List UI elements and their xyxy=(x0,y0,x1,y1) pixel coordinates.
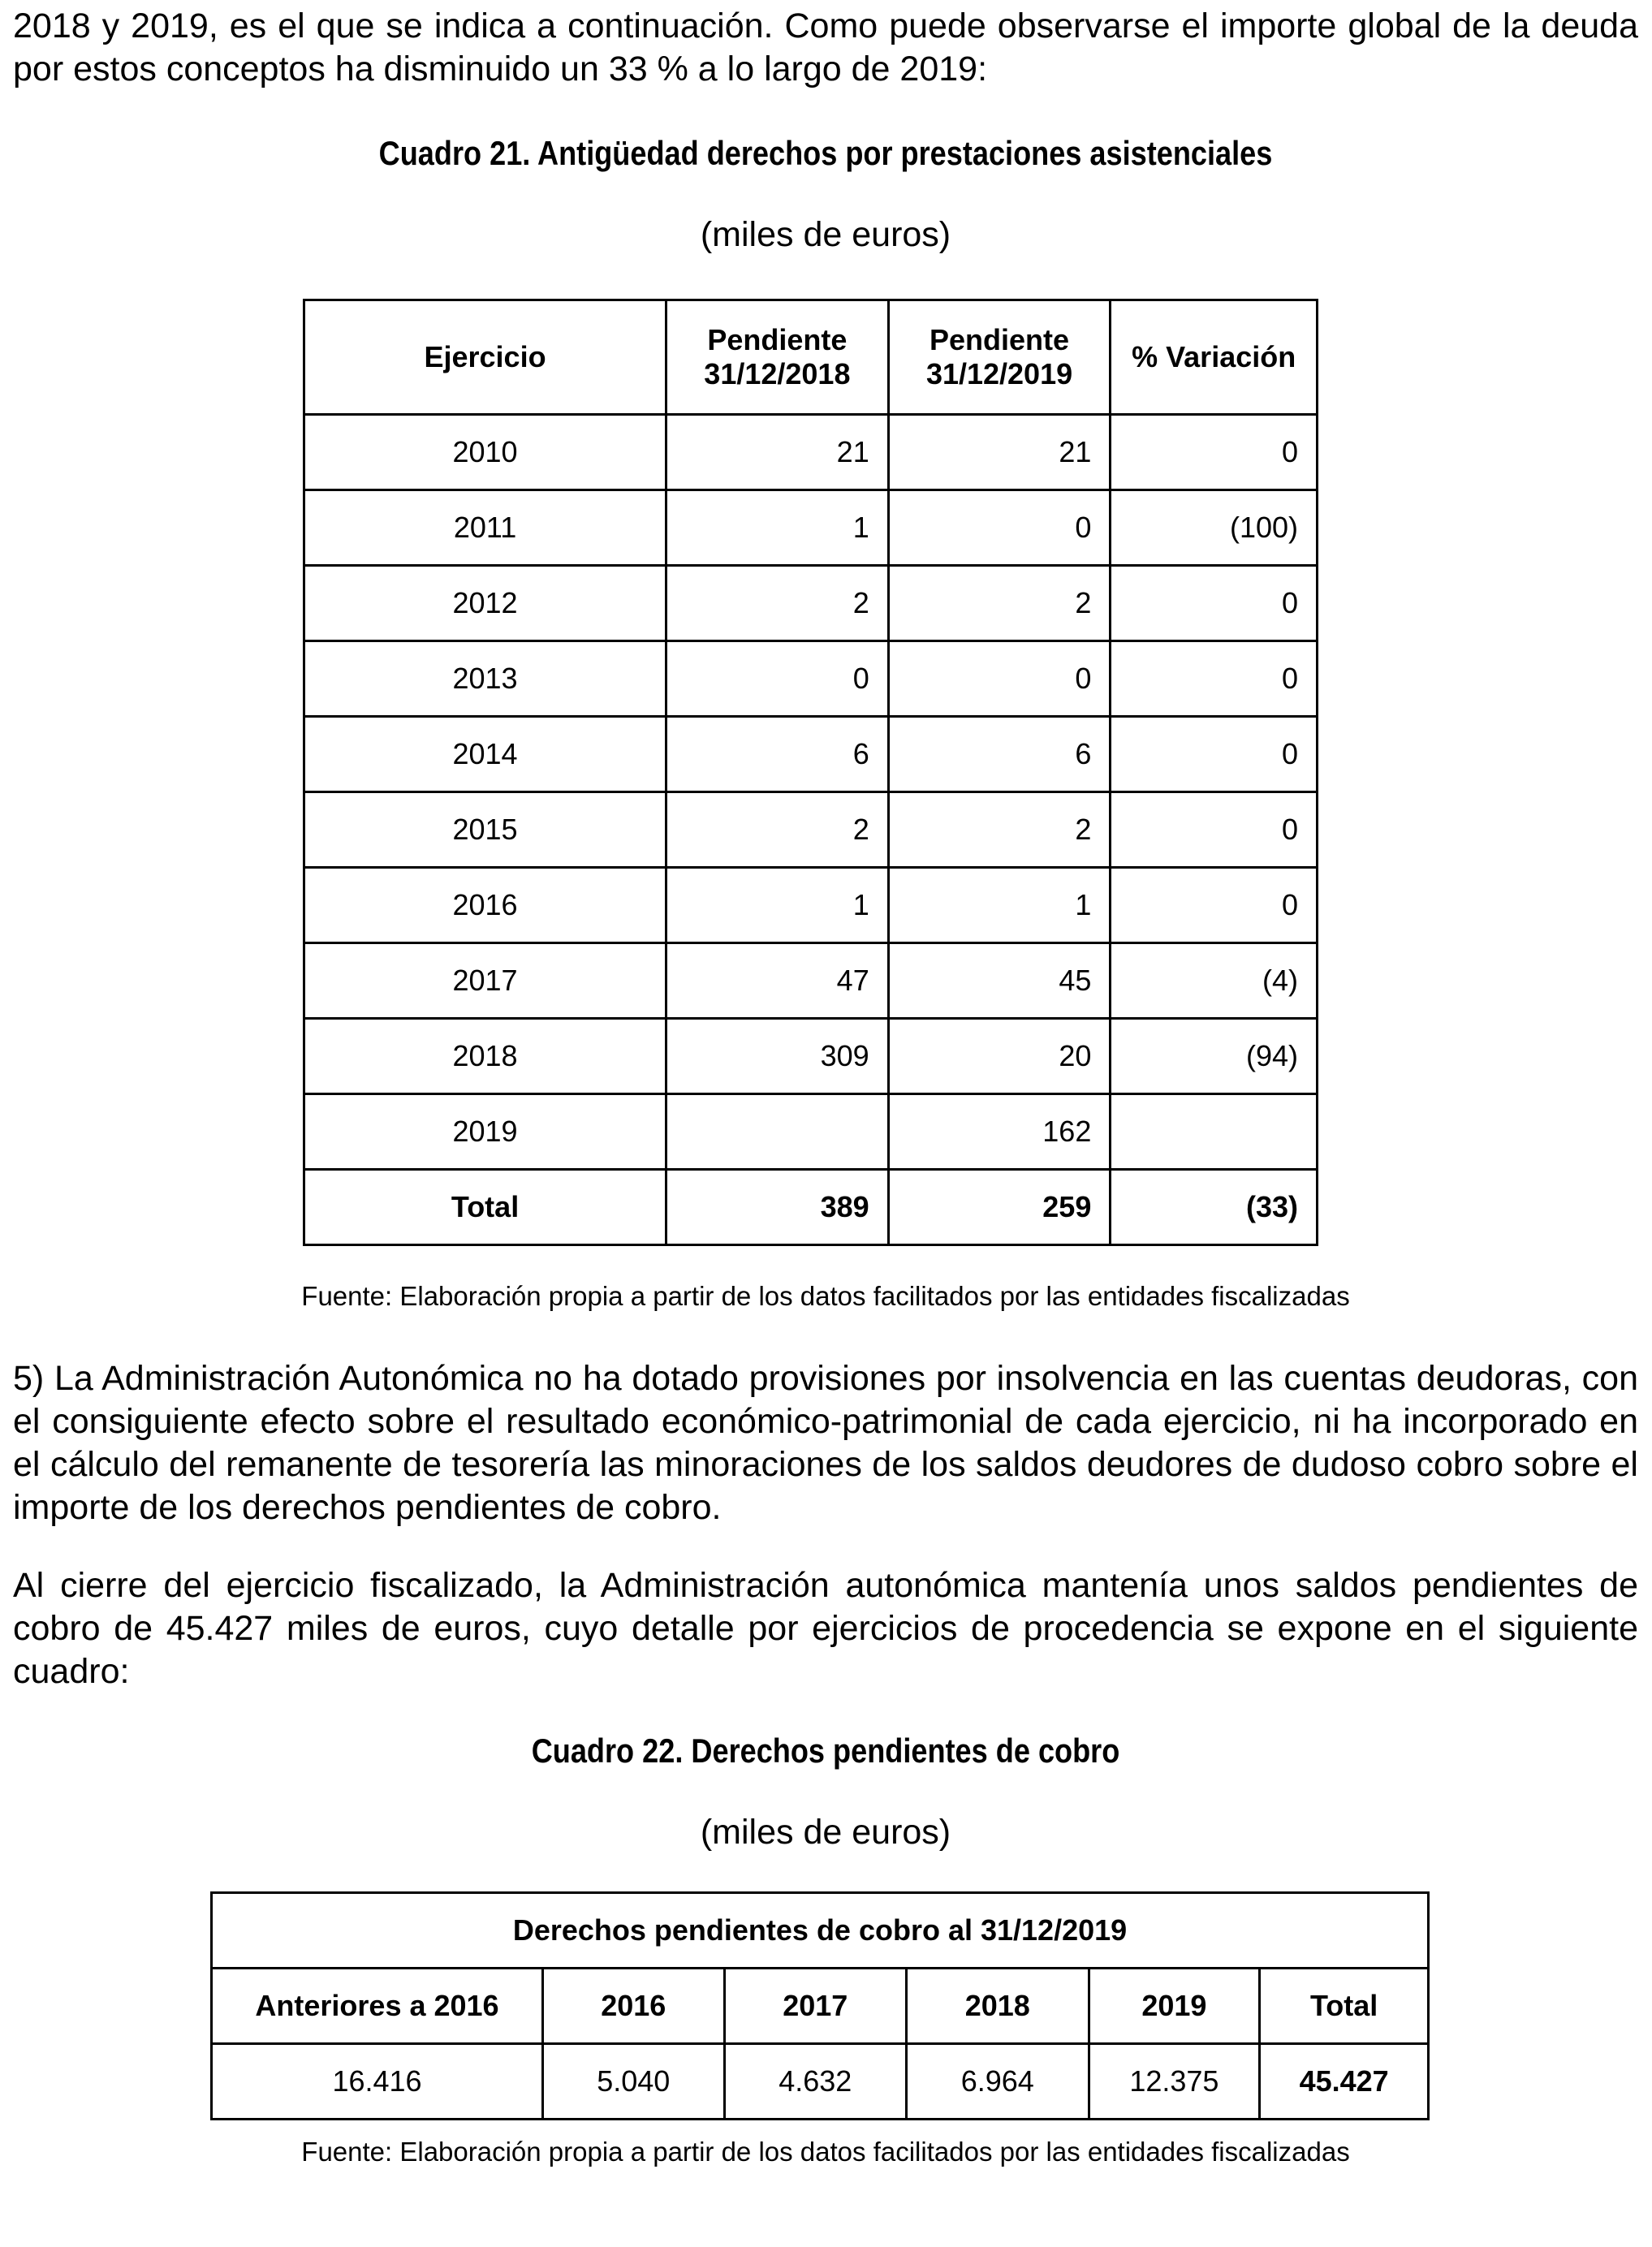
cell-p2019: 162 xyxy=(888,1094,1111,1170)
table-row xyxy=(304,566,1318,641)
cell-p2018: 1 xyxy=(666,868,889,943)
cell-p2019: 2 xyxy=(888,792,1111,868)
table-row xyxy=(304,717,1318,792)
cell-p2019: 0 xyxy=(888,641,1111,717)
table22-group-header-row xyxy=(212,1893,1429,1969)
cell-year: 2014 xyxy=(304,717,666,792)
table22-header-2016: 2016 xyxy=(543,1969,725,2044)
cell-p2018: 6 xyxy=(666,717,889,792)
cell-var: (100) xyxy=(1111,490,1318,566)
table22 xyxy=(210,1891,1430,2120)
table-row xyxy=(304,415,1318,490)
cell-p2019: 2 xyxy=(888,566,1111,641)
cell-year: 2011 xyxy=(304,490,666,566)
table-row xyxy=(304,868,1318,943)
table22-header-2019: 2019 xyxy=(1089,1969,1260,2044)
cell-year: 2010 xyxy=(304,415,666,490)
table21-header-pend2019: Pendiente 31/12/2019 xyxy=(888,300,1111,415)
table22-values-row xyxy=(212,2044,1429,2120)
cell-var: (4) xyxy=(1111,943,1318,1019)
cell-p2019: 20 xyxy=(888,1019,1111,1094)
table21-title: Cuadro 21. Antigüedad derechos por prestaciones asistenciales xyxy=(378,134,1273,172)
cell-p2018: 2 xyxy=(666,792,889,868)
value-2018: 6.964 xyxy=(907,2044,1089,2120)
table22-header-row xyxy=(212,1969,1429,2044)
cell-year: 2012 xyxy=(304,566,666,641)
table22-source: Fuente: Elaboración propia a partir de los datos facilitados por las entidades fiscalizadas xyxy=(301,2137,1350,2167)
cell-p2019: 45 xyxy=(888,943,1111,1019)
value-2019: 12.375 xyxy=(1089,2044,1260,2120)
cell-p2019: 1 xyxy=(888,868,1111,943)
intro-paragraph: 2018 y 2019, es el que se indica a continuación. Como puede observarse el importe global de la deuda por estos conceptos ha disminuido un 33 % a lo largo de 2019: xyxy=(13,6,1638,88)
table21 xyxy=(303,299,1318,1246)
cell-p2019: 21 xyxy=(888,415,1111,490)
table21-units: (miles de euros) xyxy=(700,215,951,254)
cell-year: 2013 xyxy=(304,641,666,717)
value-2016: 5.040 xyxy=(543,2044,725,2120)
cell-year: 2019 xyxy=(304,1094,666,1170)
table-row xyxy=(304,943,1318,1019)
cell-var: 0 xyxy=(1111,566,1318,641)
table22-units: (miles de euros) xyxy=(700,1813,951,1852)
total-p2019: 259 xyxy=(888,1170,1111,1245)
table22-header-anteriores: Anteriores a 2016 xyxy=(212,1969,543,2044)
cell-p2019: 6 xyxy=(888,717,1111,792)
cell-year: 2018 xyxy=(304,1019,666,1094)
table21-source: Fuente: Elaboración propia a partir de los datos facilitados por las entidades fiscalizadas xyxy=(301,1281,1350,1311)
cell-p2018: 1 xyxy=(666,490,889,566)
table21-header-pend2018: Pendiente 31/12/2018 xyxy=(666,300,889,415)
table21-header-row xyxy=(304,300,1318,415)
table-row xyxy=(304,1094,1318,1170)
cell-p2018: 309 xyxy=(666,1019,889,1094)
table22-title: Cuadro 22. Derechos pendientes de cobro xyxy=(531,1732,1120,1770)
table-row xyxy=(304,792,1318,868)
total-label: Total xyxy=(304,1170,666,1245)
cell-p2019: 0 xyxy=(888,490,1111,566)
table21-total-row xyxy=(304,1170,1318,1245)
paragraph-5: 5) La Administración Autonómica no ha dotado provisiones por insolvencia en las cuentas deudoras, con el consiguiente efecto sobre el resultado económico-patrimonial de cada ejercicio, ni ha incorporado en el cálculo del remanente de tesorería las minoraciones de los saldos deudores de dudoso cobro sobre el importe de los derechos pendientes de cobro. xyxy=(13,1359,1638,1527)
value-anteriores: 16.416 xyxy=(212,2044,543,2120)
cell-var: 0 xyxy=(1111,415,1318,490)
cell-var: 0 xyxy=(1111,641,1318,717)
table-row xyxy=(304,641,1318,717)
cell-var: 0 xyxy=(1111,717,1318,792)
cell-var: 0 xyxy=(1111,792,1318,868)
table21-header-ejercicio: Ejercicio xyxy=(304,300,666,415)
total-p2018: 389 xyxy=(666,1170,889,1245)
cell-p2018 xyxy=(666,1094,889,1170)
cell-year: 2015 xyxy=(304,792,666,868)
cell-year: 2017 xyxy=(304,943,666,1019)
cell-year: 2016 xyxy=(304,868,666,943)
table-row xyxy=(304,490,1318,566)
value-total: 45.427 xyxy=(1260,2044,1429,2120)
cell-var xyxy=(1111,1094,1318,1170)
cell-var: 0 xyxy=(1111,868,1318,943)
cell-p2018: 2 xyxy=(666,566,889,641)
cell-p2018: 0 xyxy=(666,641,889,717)
table-row xyxy=(304,1019,1318,1094)
total-var: (33) xyxy=(1111,1170,1318,1245)
table22-header-2018: 2018 xyxy=(907,1969,1089,2044)
cell-var: (94) xyxy=(1111,1019,1318,1094)
cell-p2018: 47 xyxy=(666,943,889,1019)
paragraph-cierre: Al cierre del ejercicio fiscalizado, la Administración autonómica mantenía unos saldos pendientes de cobro de 45.427 miles de euros, cuyo detalle por ejercicios de procedencia se expone en el siguiente cuadro: xyxy=(13,1566,1638,1691)
value-2017: 4.632 xyxy=(724,2044,907,2120)
cell-p2018: 21 xyxy=(666,415,889,490)
table22-header-2017: 2017 xyxy=(724,1969,907,2044)
table21-header-variacion: % Variación xyxy=(1111,300,1318,415)
table22-header-total: Total xyxy=(1260,1969,1429,2044)
table22-group-header: Derechos pendientes de cobro al 31/12/2019 xyxy=(212,1893,1429,1969)
